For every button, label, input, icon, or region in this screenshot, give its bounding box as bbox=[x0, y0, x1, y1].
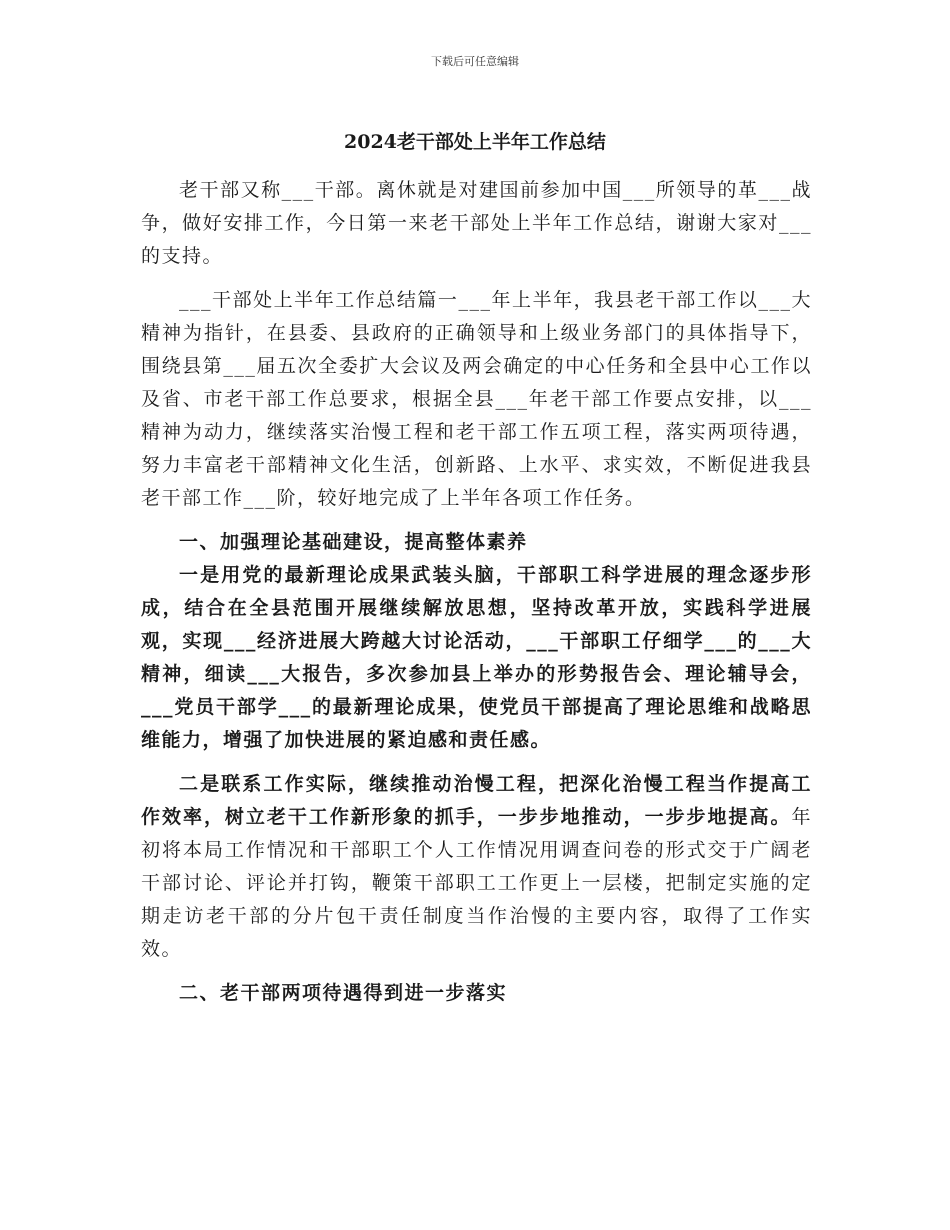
header-note: 下载后可任意编辑 bbox=[431, 55, 519, 68]
paragraph-work-practice bbox=[141, 768, 812, 966]
paragraph-work-practice-rest: 年初将本局工作情况和干部职工个人工作情况用调查问卷的形式交于广阔老干部讨论、评论并打钩，鞭策干部职工工作更上一层楼，把制定实施的定期走访老干部的分片包干责任制度当作治慢的主要内容，取得了工作实效。 bbox=[141, 806, 812, 960]
paragraph-work-practice-bold: 二是联系工作实际，继续推动治慢工程，把深化治慢工程当作提高工作效率，树立老干工作新形象的抓手，一步步地推动，一步步地提高。 bbox=[141, 773, 812, 828]
section-heading-1: 一、加强理论基础建设，提高整体素养 bbox=[179, 531, 528, 553]
paragraph-intro: 老干部又称___干部。离休就是对建国前参加中国___所领导的革___战争，做好安排工作，今日第一来老干部处上半年工作总结，谢谢大家对___的支持。 bbox=[141, 179, 812, 267]
document-title: 2024老干部处上半年工作总结 bbox=[344, 131, 606, 153]
section-heading-2: 二、老干部两项待遇得到进一步落实 bbox=[179, 982, 508, 1004]
paragraph-theory: 一是用党的最新理论成果武装头脑，干部职工科学进展的理念逐步形成，结合在全县范围开展继续解放思想，坚持改革开放，实践科学进展观，实现___经济进展大跨越大讨论活动，___干部职工仔细学___的___大精神，细读___大报告，多次参加县上举办的形势报告会、理论辅导会，___党员干部学___的最新理论成果，使党员干部提高了理论思维和战略思维能力，增强了加快进展的紧迫感和责任感。 bbox=[141, 564, 812, 751]
paragraph-summary: ___干部处上半年工作总结篇一___年上半年，我县老干部工作以___大精神为指针，在县委、县政府的正确领导和上级业务部门的具体指导下，围绕县第___届五次全委扩大会议及两会确定的中心任务和全县中心工作以及省、市老干部工作总要求，根据全县___年老干部工作要点安排，以___精神为动力，继续落实治慢工程和老干部工作五项工程，落实两项待遇，努力丰富老干部精神文化生活，创新路、上水平、求实效，不断促进我县老干部工作___阶，较好地完成了上半年各项工作任务。 bbox=[141, 289, 812, 509]
document-body bbox=[141, 174, 812, 1010]
